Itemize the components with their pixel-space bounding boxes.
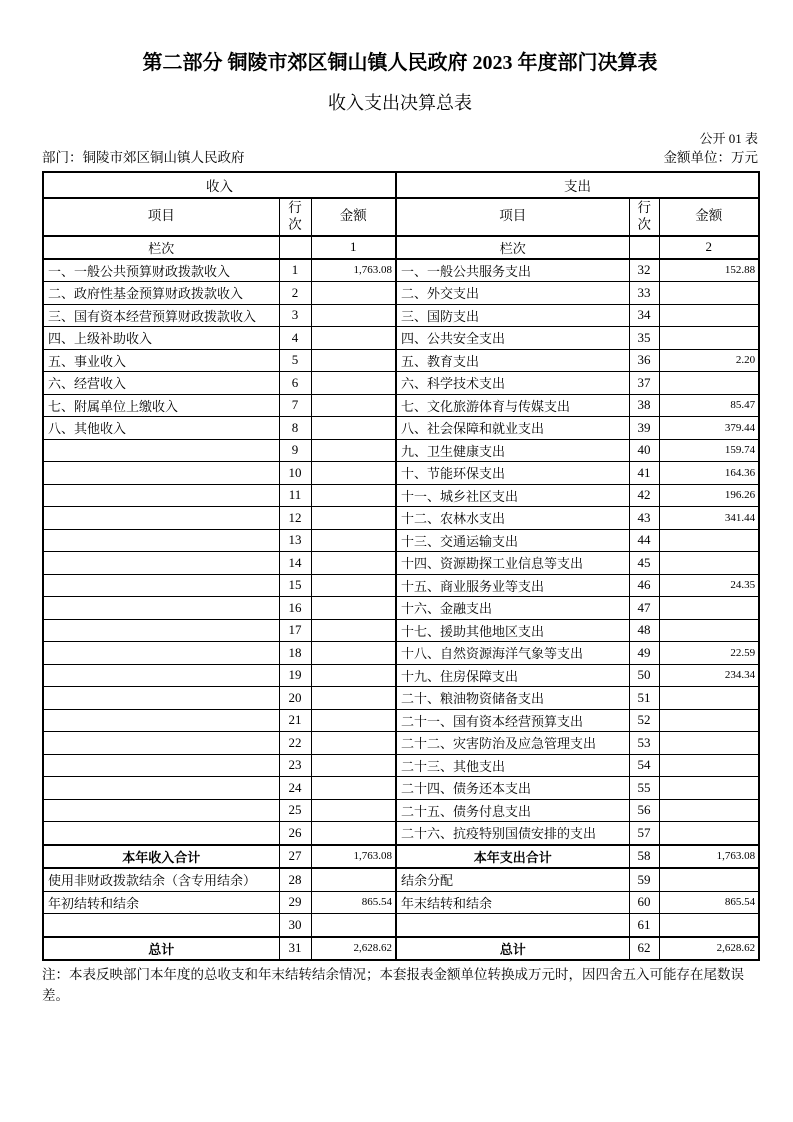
income-item-cell bbox=[43, 507, 279, 530]
expense-amount-cell: 22.59 bbox=[659, 642, 759, 665]
income-line-cell: 7 bbox=[279, 394, 311, 417]
table-row bbox=[43, 868, 759, 891]
expense-item-cell: 十三、交通运输支出 bbox=[396, 529, 629, 552]
income-line-cell: 16 bbox=[279, 597, 311, 620]
income-item-cell bbox=[43, 619, 279, 642]
income-line-cell: 24 bbox=[279, 777, 311, 800]
table-row bbox=[43, 417, 759, 440]
expense-item-cell: 二十二、灾害防治及应急管理支出 bbox=[396, 732, 629, 755]
expense-item-cell: 二十三、其他支出 bbox=[396, 754, 629, 777]
income-amount-cell bbox=[311, 507, 396, 530]
expense-line-cell: 41 bbox=[629, 462, 659, 485]
expense-item-header: 项目 bbox=[396, 198, 629, 236]
column-index-row bbox=[43, 236, 759, 259]
income-item-cell: 一、一般公共预算财政拨款收入 bbox=[43, 259, 279, 282]
income-line-cell: 21 bbox=[279, 709, 311, 732]
expense-amount-cell: 159.74 bbox=[659, 439, 759, 462]
income-amount-cell bbox=[311, 304, 396, 327]
income-amount-cell bbox=[311, 914, 396, 937]
table-row bbox=[43, 822, 759, 845]
sheet-label: 公开 01 表 bbox=[699, 131, 758, 147]
expense-item-cell: 十一、城乡社区支出 bbox=[396, 484, 629, 507]
expense-item-cell: 六、科学技术支出 bbox=[396, 372, 629, 395]
expense-line-cell: 51 bbox=[629, 687, 659, 710]
expense-line-cell: 44 bbox=[629, 529, 659, 552]
income-item-header: 项目 bbox=[43, 198, 279, 236]
expense-amount-cell bbox=[659, 552, 759, 575]
income-item-cell: 三、国有资本经营预算财政拨款收入 bbox=[43, 304, 279, 327]
income-amount-cell bbox=[311, 709, 396, 732]
income-line-cell: 9 bbox=[279, 439, 311, 462]
table-row bbox=[43, 484, 759, 507]
expense-item-cell: 十九、住房保障支出 bbox=[396, 664, 629, 687]
expense-amount-cell bbox=[659, 304, 759, 327]
expense-item-cell: 十二、农林水支出 bbox=[396, 507, 629, 530]
expense-line-cell: 43 bbox=[629, 507, 659, 530]
table-row bbox=[43, 664, 759, 687]
income-amount-cell bbox=[311, 372, 396, 395]
table-row bbox=[43, 327, 759, 350]
income-line-cell: 25 bbox=[279, 799, 311, 822]
income-index-line bbox=[279, 236, 311, 259]
department-label: 部门：铜陵市郊区铜山镇人民政府 bbox=[42, 150, 245, 166]
expense-amount-cell: 152.88 bbox=[659, 259, 759, 282]
income-amount-cell bbox=[311, 754, 396, 777]
income-line-cell: 3 bbox=[279, 304, 311, 327]
expense-amount-cell bbox=[659, 914, 759, 937]
expense-amount-cell: 2,628.62 bbox=[659, 937, 759, 961]
table-row bbox=[43, 619, 759, 642]
expense-amount-cell: 1,763.08 bbox=[659, 845, 759, 869]
expense-amount-cell: 2.20 bbox=[659, 349, 759, 372]
expense-line-cell: 48 bbox=[629, 619, 659, 642]
table-row bbox=[43, 507, 759, 530]
expense-item-cell: 本年支出合计 bbox=[396, 845, 629, 869]
income-item-cell bbox=[43, 552, 279, 575]
expense-amount-cell bbox=[659, 282, 759, 305]
expense-amount-cell bbox=[659, 327, 759, 350]
income-item-cell bbox=[43, 709, 279, 732]
income-line-cell: 26 bbox=[279, 822, 311, 845]
table-row bbox=[43, 914, 759, 937]
expense-amount-cell bbox=[659, 732, 759, 755]
income-item-cell: 四、上级补助收入 bbox=[43, 327, 279, 350]
income-amount-cell bbox=[311, 529, 396, 552]
income-item-cell: 六、经营收入 bbox=[43, 372, 279, 395]
expense-amount-cell: 24.35 bbox=[659, 574, 759, 597]
income-item-cell bbox=[43, 574, 279, 597]
expense-item-cell: 十、节能环保支出 bbox=[396, 462, 629, 485]
income-amount-cell bbox=[311, 597, 396, 620]
income-item-cell bbox=[43, 664, 279, 687]
income-amount-cell bbox=[311, 642, 396, 665]
expense-amount-cell: 85.47 bbox=[659, 394, 759, 417]
income-item-cell bbox=[43, 822, 279, 845]
expense-amount-cell bbox=[659, 687, 759, 710]
expense-item-cell: 二十五、债务付息支出 bbox=[396, 799, 629, 822]
income-amount-cell bbox=[311, 439, 396, 462]
expense-item-cell: 二十六、抗疫特别国债安排的支出 bbox=[396, 822, 629, 845]
income-item-cell bbox=[43, 597, 279, 620]
income-amount-cell bbox=[311, 574, 396, 597]
expense-amount-cell bbox=[659, 754, 759, 777]
table-row bbox=[43, 687, 759, 710]
expense-line-cell: 49 bbox=[629, 642, 659, 665]
income-item-cell bbox=[43, 799, 279, 822]
expense-amount-cell: 234.34 bbox=[659, 664, 759, 687]
expense-amount-cell: 865.54 bbox=[659, 891, 759, 914]
expense-item-cell: 八、社会保障和就业支出 bbox=[396, 417, 629, 440]
table-row bbox=[43, 304, 759, 327]
expense-amount-cell: 341.44 bbox=[659, 507, 759, 530]
income-line-cell: 11 bbox=[279, 484, 311, 507]
expense-item-cell: 七、文化旅游体育与传媒支出 bbox=[396, 394, 629, 417]
income-item-cell: 七、附属单位上缴收入 bbox=[43, 394, 279, 417]
income-line-cell: 8 bbox=[279, 417, 311, 440]
expense-item-cell bbox=[396, 914, 629, 937]
income-index-label: 栏次 bbox=[43, 236, 279, 259]
income-line-cell: 22 bbox=[279, 732, 311, 755]
expense-amount-cell bbox=[659, 822, 759, 845]
table-row bbox=[43, 709, 759, 732]
expense-amount-cell bbox=[659, 372, 759, 395]
income-line-cell: 20 bbox=[279, 687, 311, 710]
income-line-header: 行次 bbox=[279, 198, 311, 236]
income-amount-cell bbox=[311, 394, 396, 417]
income-line-cell: 14 bbox=[279, 552, 311, 575]
income-line-cell: 13 bbox=[279, 529, 311, 552]
expense-line-cell: 57 bbox=[629, 822, 659, 845]
expense-line-cell: 47 bbox=[629, 597, 659, 620]
income-item-cell: 年初结转和结余 bbox=[43, 891, 279, 914]
income-item-cell: 总计 bbox=[43, 937, 279, 961]
income-item-cell: 八、其他收入 bbox=[43, 417, 279, 440]
expense-amount-cell bbox=[659, 709, 759, 732]
expense-amount-header: 金额 bbox=[659, 198, 759, 236]
expense-item-cell: 十六、金融支出 bbox=[396, 597, 629, 620]
income-amount-cell bbox=[311, 484, 396, 507]
income-amount-cell bbox=[311, 777, 396, 800]
expense-item-cell: 十五、商业服务业等支出 bbox=[396, 574, 629, 597]
table-title: 收入支出决算总表 bbox=[328, 93, 472, 113]
expense-item-cell: 结余分配 bbox=[396, 868, 629, 891]
expense-line-cell: 53 bbox=[629, 732, 659, 755]
expense-line-cell: 56 bbox=[629, 799, 659, 822]
table-row bbox=[43, 439, 759, 462]
expense-line-cell: 40 bbox=[629, 439, 659, 462]
column-header-row bbox=[43, 198, 759, 236]
income-item-cell bbox=[43, 642, 279, 665]
income-amount-cell: 2,628.62 bbox=[311, 937, 396, 961]
income-amount-cell bbox=[311, 282, 396, 305]
table-row bbox=[43, 259, 759, 282]
table-row bbox=[43, 754, 759, 777]
expense-item-cell: 总计 bbox=[396, 937, 629, 961]
expense-amount-cell bbox=[659, 777, 759, 800]
income-amount-header: 金额 bbox=[311, 198, 396, 236]
footnote: 注：本表反映部门本年度的总收支和年末结转结余情况；本套报表金额单位转换成万元时，因四舍五入可能存在尾数误差。 bbox=[42, 967, 744, 1003]
income-line-cell: 2 bbox=[279, 282, 311, 305]
expense-line-cell: 60 bbox=[629, 891, 659, 914]
table-row bbox=[43, 394, 759, 417]
expense-amount-cell bbox=[659, 619, 759, 642]
income-line-cell: 29 bbox=[279, 891, 311, 914]
expense-index-value: 2 bbox=[659, 236, 759, 259]
income-amount-cell bbox=[311, 417, 396, 440]
income-group-header: 收入 bbox=[43, 172, 396, 198]
expense-item-cell: 四、公共安全支出 bbox=[396, 327, 629, 350]
income-amount-cell bbox=[311, 462, 396, 485]
expense-line-cell: 42 bbox=[629, 484, 659, 507]
income-item-cell: 本年收入合计 bbox=[43, 845, 279, 869]
income-item-cell bbox=[43, 462, 279, 485]
expense-line-cell: 36 bbox=[629, 349, 659, 372]
income-amount-cell: 1,763.08 bbox=[311, 259, 396, 282]
income-line-cell: 31 bbox=[279, 937, 311, 961]
income-amount-cell bbox=[311, 799, 396, 822]
income-amount-cell bbox=[311, 732, 396, 755]
expense-amount-cell bbox=[659, 799, 759, 822]
expense-amount-cell bbox=[659, 868, 759, 891]
income-line-cell: 23 bbox=[279, 754, 311, 777]
expense-line-cell: 55 bbox=[629, 777, 659, 800]
income-amount-cell bbox=[311, 664, 396, 687]
expense-line-cell: 54 bbox=[629, 754, 659, 777]
income-amount-cell bbox=[311, 327, 396, 350]
income-line-cell: 19 bbox=[279, 664, 311, 687]
expense-line-cell: 50 bbox=[629, 664, 659, 687]
income-item-cell bbox=[43, 754, 279, 777]
unit-label: 金额单位：万元 bbox=[663, 150, 758, 166]
expense-amount-cell bbox=[659, 529, 759, 552]
income-item-cell: 五、事业收入 bbox=[43, 349, 279, 372]
income-item-cell bbox=[43, 777, 279, 800]
income-amount-cell bbox=[311, 687, 396, 710]
expense-line-cell: 33 bbox=[629, 282, 659, 305]
income-item-cell bbox=[43, 484, 279, 507]
table-row bbox=[43, 597, 759, 620]
expense-item-cell: 二十、粮油物资储备支出 bbox=[396, 687, 629, 710]
expense-index-line bbox=[629, 236, 659, 259]
expense-line-cell: 37 bbox=[629, 372, 659, 395]
table-row bbox=[43, 529, 759, 552]
income-item-cell bbox=[43, 687, 279, 710]
expense-item-cell: 二、外交支出 bbox=[396, 282, 629, 305]
income-amount-cell bbox=[311, 619, 396, 642]
budget-summary-table bbox=[42, 171, 760, 962]
expense-item-cell: 九、卫生健康支出 bbox=[396, 439, 629, 462]
table-row bbox=[43, 574, 759, 597]
table-row bbox=[43, 891, 759, 914]
table-row bbox=[43, 642, 759, 665]
expense-line-cell: 35 bbox=[629, 327, 659, 350]
expense-amount-cell: 196.26 bbox=[659, 484, 759, 507]
table-row bbox=[43, 462, 759, 485]
table-body bbox=[43, 259, 759, 961]
expense-item-cell: 二十一、国有资本经营预算支出 bbox=[396, 709, 629, 732]
income-line-cell: 17 bbox=[279, 619, 311, 642]
expense-line-cell: 62 bbox=[629, 937, 659, 961]
expense-line-cell: 52 bbox=[629, 709, 659, 732]
expense-item-cell: 十七、援助其他地区支出 bbox=[396, 619, 629, 642]
income-line-cell: 10 bbox=[279, 462, 311, 485]
income-line-cell: 1 bbox=[279, 259, 311, 282]
expense-line-cell: 32 bbox=[629, 259, 659, 282]
expense-line-cell: 58 bbox=[629, 845, 659, 869]
income-line-cell: 6 bbox=[279, 372, 311, 395]
table-row bbox=[43, 372, 759, 395]
table-row bbox=[43, 732, 759, 755]
income-amount-cell bbox=[311, 822, 396, 845]
expense-item-cell: 十八、自然资源海洋气象等支出 bbox=[396, 642, 629, 665]
expense-item-cell: 年末结转和结余 bbox=[396, 891, 629, 914]
income-line-cell: 15 bbox=[279, 574, 311, 597]
expense-line-cell: 61 bbox=[629, 914, 659, 937]
income-amount-cell bbox=[311, 349, 396, 372]
income-line-cell: 28 bbox=[279, 868, 311, 891]
table-row bbox=[43, 282, 759, 305]
income-line-cell: 18 bbox=[279, 642, 311, 665]
expense-line-cell: 59 bbox=[629, 868, 659, 891]
expense-line-header: 行次 bbox=[629, 198, 659, 236]
expense-amount-cell: 164.36 bbox=[659, 462, 759, 485]
table-row bbox=[43, 799, 759, 822]
expense-index-label: 栏次 bbox=[396, 236, 629, 259]
income-line-cell: 4 bbox=[279, 327, 311, 350]
expense-item-cell: 三、国防支出 bbox=[396, 304, 629, 327]
income-line-cell: 27 bbox=[279, 845, 311, 869]
income-item-cell bbox=[43, 439, 279, 462]
expense-group-header: 支出 bbox=[396, 172, 759, 198]
part-title: 第二部分 铜陵市郊区铜山镇人民政府 2023 年度部门决算表 bbox=[142, 52, 658, 74]
income-amount-cell: 1,763.08 bbox=[311, 845, 396, 869]
expense-amount-cell bbox=[659, 597, 759, 620]
table-row bbox=[43, 552, 759, 575]
group-header-row bbox=[43, 172, 759, 198]
expense-item-cell: 五、教育支出 bbox=[396, 349, 629, 372]
table-row bbox=[43, 845, 759, 869]
expense-line-cell: 38 bbox=[629, 394, 659, 417]
expense-line-cell: 46 bbox=[629, 574, 659, 597]
income-item-cell bbox=[43, 914, 279, 937]
expense-item-cell: 二十四、债务还本支出 bbox=[396, 777, 629, 800]
table-row bbox=[43, 937, 759, 961]
income-line-cell: 30 bbox=[279, 914, 311, 937]
expense-item-cell: 一、一般公共服务支出 bbox=[396, 259, 629, 282]
expense-line-cell: 34 bbox=[629, 304, 659, 327]
table-row bbox=[43, 777, 759, 800]
income-amount-cell bbox=[311, 552, 396, 575]
expense-amount-cell: 379.44 bbox=[659, 417, 759, 440]
table-row bbox=[43, 349, 759, 372]
expense-line-cell: 45 bbox=[629, 552, 659, 575]
income-amount-cell: 865.54 bbox=[311, 891, 396, 914]
income-line-cell: 12 bbox=[279, 507, 311, 530]
expense-line-cell: 39 bbox=[629, 417, 659, 440]
income-index-value: 1 bbox=[311, 236, 396, 259]
income-item-cell bbox=[43, 529, 279, 552]
income-amount-cell bbox=[311, 868, 396, 891]
meta-row bbox=[42, 149, 758, 167]
income-item-cell: 二、政府性基金预算财政拨款收入 bbox=[43, 282, 279, 305]
expense-item-cell: 十四、资源勘探工业信息等支出 bbox=[396, 552, 629, 575]
income-item-cell: 使用非财政拨款结余（含专用结余） bbox=[43, 868, 279, 891]
income-item-cell bbox=[43, 732, 279, 755]
income-line-cell: 5 bbox=[279, 349, 311, 372]
